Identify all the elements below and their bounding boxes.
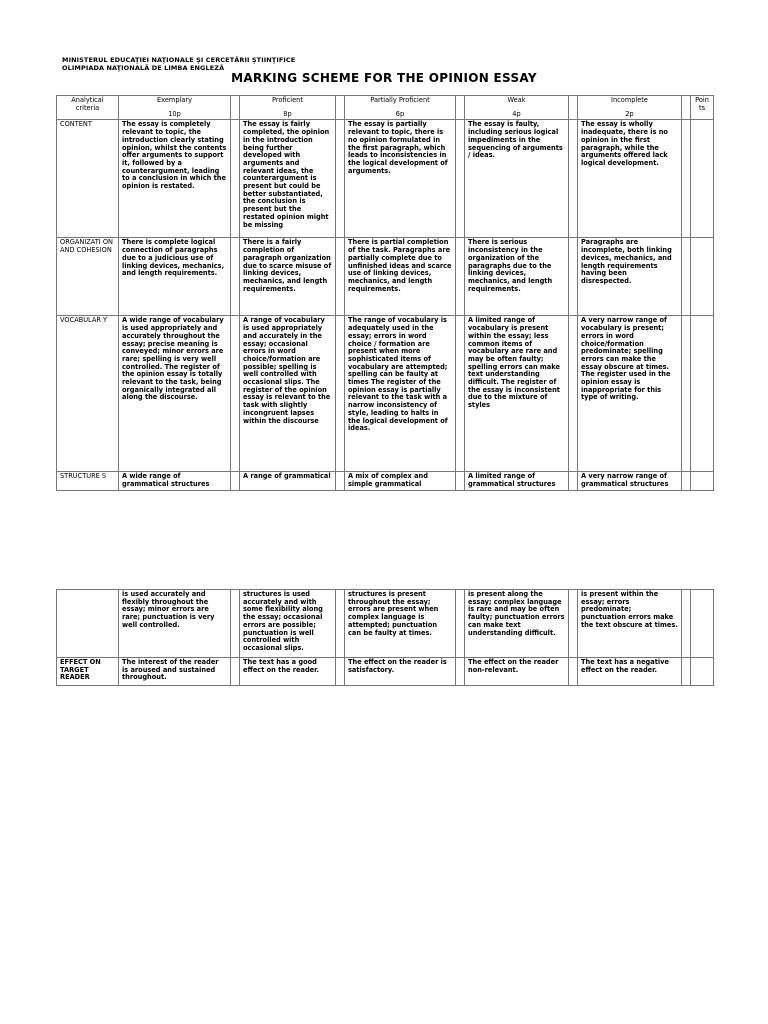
col-weak [465,96,569,120]
col-partial [345,96,456,120]
gap-cell [336,316,345,472]
points-cell [691,472,714,490]
weak-cell: The essay is faulty, including serious logical impediments in the sequencing of arguments / ideas. [465,120,569,238]
gap-cell [231,316,240,472]
gap-cell [336,120,345,238]
partial-cell: The effect on the reader is satisfactory. [345,658,456,686]
points-cell [691,238,714,316]
criteria-label [57,590,119,658]
exemplary-cell: A wide range of vocabulary is used appropriately and accurately throughout the essay; precise meaning is conveyed; minor errors are rare; spelling is very well controlled. The register of the opinion essay is totally relevant to the task, being organically integrated all along the discourse. [119,316,231,472]
gap-cell [569,96,578,120]
proficient-header: Proficient [272,96,303,104]
col-incomplete [578,96,682,120]
gap-cell [231,120,240,238]
proficient-cell: structures is used accurately and with some flexibility along the essay; occasional errors are possible; punctuation is well controlled with occasional slips. [240,590,336,658]
row-structures [57,472,714,490]
partial-points: 6p [395,109,405,118]
gap-cell [456,472,465,490]
exemplary-cell: The interest of the reader is aroused and sustained throughout. [119,658,231,686]
exemplary-header: Exemplary [156,96,193,104]
gap-cell [336,472,345,490]
weak-points: 4p [512,109,521,118]
gap-cell [336,658,345,686]
row-effect [57,658,714,686]
criteria-header: Analytical criteria [71,96,104,112]
gap-cell [456,238,465,316]
row-vocabulary [57,316,714,472]
gap-cell [336,238,345,316]
incomplete-header: Incomplete [611,96,648,104]
ministry-header: MINISTERUL EDUCAŢIEI NAŢIONALE ŞI CERCETĂRII ŞTIINŢIFICE [62,56,296,64]
weak-cell: A limited range of vocabulary is present within the essay; less common items of vocabulary are rare and may be often faulty; spelling errors can make text understanding difficult. The register of the essay is inconsistent due to the mixture of styles [465,316,569,472]
exemplary-cell: There is complete logical connection of paragraphs due to a judicious use of linking devices, mechanics, and length requirements. [119,238,231,316]
gap-cell [569,238,578,316]
gap-cell [456,590,465,658]
col-exemplary [119,96,231,120]
incomplete-cell: A very narrow range of grammatical structures [578,472,682,490]
gap-cell [682,658,691,686]
gap-cell [231,472,240,490]
marking-table-bottom [56,589,714,686]
incomplete-cell: is present within the essay; errors predominate; punctuation errors make the text obscure at times. [578,590,682,658]
partial-cell: A mix of complex and simple grammatical [345,472,456,490]
points-cell [691,120,714,238]
gap-cell [682,238,691,316]
weak-cell: A limited range of grammatical structures [465,472,569,490]
gap-cell [456,96,465,120]
points-cell [691,590,714,658]
incomplete-cell: The essay is wholly inadequate, there is no opinion in the first paragraph, while the arguments offered lack logical development. [578,120,682,238]
partial-cell: There is partial completion of the task. Paragraphs are partially complete due to unfinished ideas and scarce use of linking devices, mechanics, and length requirements. [345,238,456,316]
exemplary-cell: The essay is completely relevant to topic, the introduction clearly stating opinion, whilst the contents offer arguments to support it, followed by a counterargument, leading to a conclusion in which the opinion is restated. [119,120,231,238]
partial-cell: structures is present throughout the essay; errors are present when complex language is attempted; punctuation can be faulty at times. [345,590,456,658]
gap-cell [569,472,578,490]
proficient-cell: The essay is fairly completed, the opinion in the introduction being further developed with arguments and relevant ideas, the counterargument is present but could be better substantiated, the conclusion is present but the restated opinion might be missing [240,120,336,238]
col-proficient [240,96,336,120]
proficient-cell: There is a fairly completion of paragraph organization due to scarce misuse of linking devices, mechanics, and length requirements. [240,238,336,316]
gap-cell [231,238,240,316]
gap-cell [231,658,240,686]
gap-cell [569,658,578,686]
gap-cell [569,590,578,658]
olympiad-header: OLIMPIADA NAŢIONALĂ DE LIMBA ENGLEZĂ [62,64,225,72]
points-header: Poin ts [695,96,709,112]
gap-cell [682,472,691,490]
points-cell [691,658,714,686]
gap-cell [569,120,578,238]
criteria-label: VOCABULAR Y [57,316,119,472]
exemplary-points: 10p [168,109,181,118]
incomplete-cell: Paragraphs are incomplete, both linking devices, mechanics, and length requirements having been disrespected. [578,238,682,316]
gap-cell [569,316,578,472]
partial-cell: The range of vocabulary is adequately used in the essay; errors in word choice / formation are present when more sophisticated items of vocabulary are attempted; spelling can be faulty at times The register of the opinion essay is partially relevant to the task with a narrow inconsistency of style, leading to halts in the logical development of ideas. [345,316,456,472]
gap-cell [231,590,240,658]
incomplete-cell: A very narrow range of vocabulary is present; errors in word choice/formation predominate; spelling errors can make the essay obscure at times. The register used in the opinion essay is inappropriate for this type of writing. [578,316,682,472]
criteria-label: STRUCTURE S [57,472,119,490]
gap-cell [336,96,345,120]
gap-cell [682,120,691,238]
weak-cell: There is serious inconsistency in the organization of the paragraphs due to the linking devices, mechanics, and length requirements. [465,238,569,316]
proficient-cell: A range of vocabulary is used appropriately and accurately in the essay; occasional errors in word choice/formation are possible; spelling is well controlled with occasional slips. The register of the opinion essay is relevant to the task with slightly incongruent lapses within the discourse [240,316,336,472]
gap-cell [682,96,691,120]
col-criteria [57,96,119,120]
marking-table-top [56,95,714,491]
criteria-label: EFFECT ON TARGET READER [57,658,119,686]
proficient-points: 8p [283,109,292,118]
partial-cell: The essay is partially relevant to topic, there is no opinion formulated in the first paragraph, which leads to inconsistencies in the logical development of arguments. [345,120,456,238]
page-title: MARKING SCHEME FOR THE OPINION ESSAY [231,71,537,85]
gap-cell [456,316,465,472]
exemplary-cell: is used accurately and flexibly throughout the essay; minor errors are rare; punctuation is very well controlled. [119,590,231,658]
proficient-cell: The text has a good effect on the reader. [240,658,336,686]
criteria-label: ORGANIZATI ON AND COHESION [57,238,119,316]
row-content [57,120,714,238]
incomplete-cell: The text has a negative effect on the reader. [578,658,682,686]
gap-cell [231,96,240,120]
row-structures-continued [57,590,714,658]
weak-cell: The effect on the reader non-relevant. [465,658,569,686]
points-cell [691,316,714,472]
exemplary-cell: A wide range of grammatical structures [119,472,231,490]
weak-header: Weak [507,96,526,104]
gap-cell [682,316,691,472]
col-points [691,96,714,120]
gap-cell [456,120,465,238]
row-organization [57,238,714,316]
proficient-cell: A range of grammatical [240,472,336,490]
weak-cell: is present along the essay; complex language is rare and may be often faulty; punctuation errors can make text understanding difficult. [465,590,569,658]
gap-cell [336,590,345,658]
gap-cell [682,590,691,658]
partial-header: Partially Proficient [370,96,430,104]
gap-cell [456,658,465,686]
header-row [57,96,714,120]
criteria-label: CONTENT [57,120,119,238]
incomplete-points: 2p [625,109,634,118]
